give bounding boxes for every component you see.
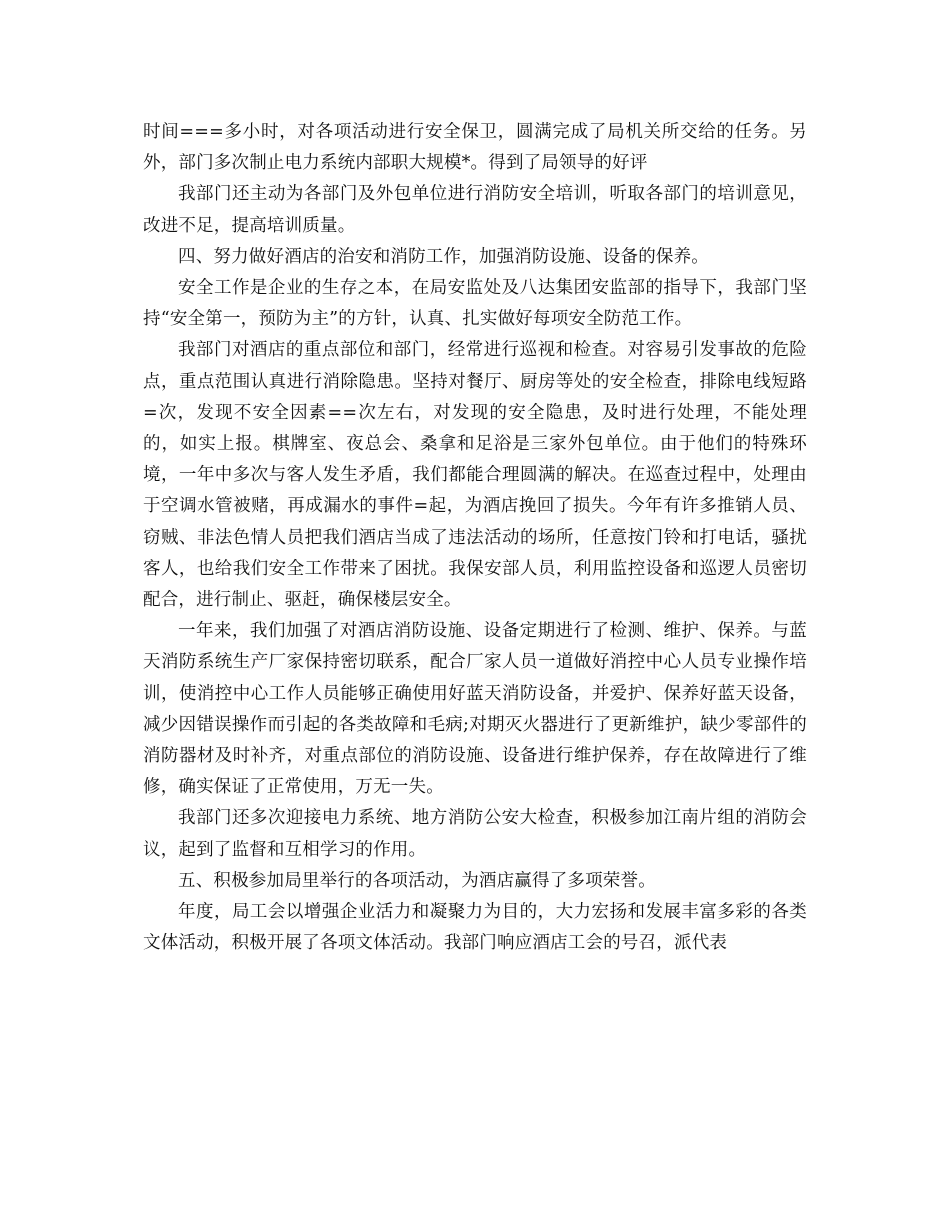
paragraph-4: 我部门对酒店的重点部位和部门，经常进行巡视和检查。对容易引发事故的危险点，重点范围认真进行消除隐患。坚持对餐厅、厨房等处的安全检查，排除电线短路=次，发现不安全因素==次左右，对发现的安全隐患，及时进行处理，不能处理的，如实上报。棋牌室、夜总会、桑拿和足浴是三家外包单位。由于他们的特殊环境，一年中多次与客人发生矛盾，我们都能合理圆满的解决。在巡查过程中，处理由于空调水管被赌，再成漏水的事件=起，为酒店挽回了损失。今年有许多推销人员、窃贼、非法色情人员把我们酒店当成了违法活动的场所，任意按门铃和打电话，骚扰客人，也给我们安全工作带来了困扰。我保安部人员，利用监控设备和巡逻人员密切配合，进行制止、驱赶，确保楼层安全。 — [143, 340, 807, 611]
paragraph-6: 我部门还多次迎接电力系统、地方消防公安大检查，积极参加江南片组的消防会议，起到了监督和互相学习的作用。 — [143, 808, 807, 860]
paragraph-7: 年度，局工会以增强企业活力和凝聚力为目的，大力宏扬和发展丰富多彩的各类文体活动，积极开展了各项文体活动。我部门响应酒店工会的号召，派代表 — [143, 902, 807, 954]
section-heading-5: 五、积极参加局里举行的各项活动，为酒店赢得了多项荣誉。 — [178, 870, 656, 891]
paragraph-2: 我部门还主动为各部门及外包单位进行消防安全培训，听取各部门的培训意见，改进不足，提高培训质量。 — [143, 184, 807, 236]
document-body — [143, 117, 807, 959]
paragraph-3: 安全工作是企业的生存之本，在局安监处及八达集团安监部的指导下，我部门坚持“安全第一，预防为主”的方针，认真、扎实做好每项安全防范工作。 — [143, 278, 807, 330]
paragraph-1: 时间===多小时，对各项活动进行安全保卫，圆满完成了局机关所交给的任务。另外，部门多次制止电力系统内部职大规模*。得到了局领导的好评 — [143, 122, 807, 174]
paragraph-5: 一年来，我们加强了对酒店消防设施、设备定期进行了检测、维护、保养。与蓝天消防系统生产厂家保持密切联系，配合厂家人员一道做好消控中心人员专业操作培训，使消控中心工作人员能够正确使用好蓝天消防设备，并爱护、保养好蓝天设备，减少因错误操作而引起的各类故障和毛病;对期灭火器进行了更新维护，缺少零部件的消防器材及时补齐，对重点部位的消防设施、设备进行维护保养，存在故障进行了维修，确实保证了正常使用，万无一失。 — [143, 621, 807, 798]
section-heading-4: 四、努力做好酒店的治安和消防工作，加强消防设施、设备的保养。 — [178, 246, 709, 267]
